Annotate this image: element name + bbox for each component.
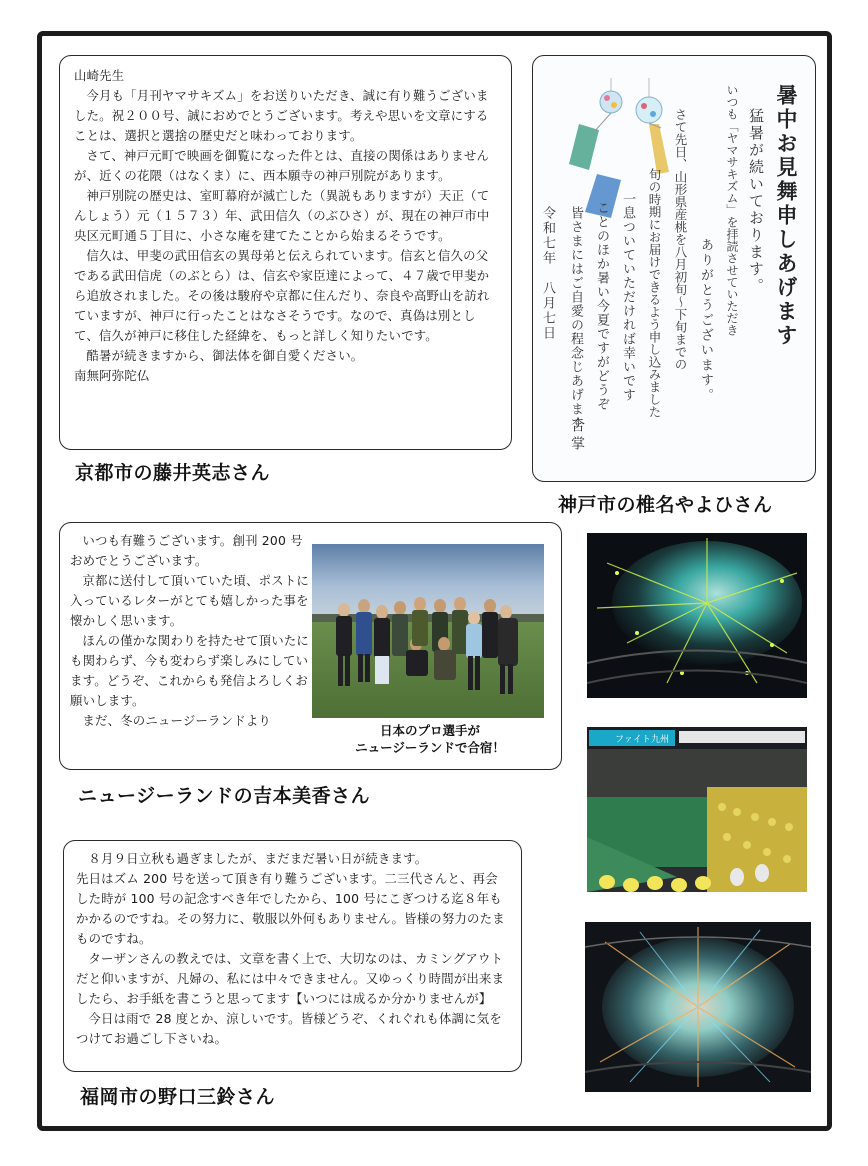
- paragraph: 京都に送付して頂いていた頃、ポストに入っているレターがとても嬉しかった事を懐かしく思います。: [70, 573, 310, 628]
- caption-line: 日本のプロ選手が: [379, 723, 480, 738]
- card-title: 暑中お見舞申しあげます: [774, 84, 799, 348]
- closing: 南無阿弥陀仏: [74, 368, 150, 383]
- paragraph: 先日はズム 200 号を送って頂き有り難うございます。二三代さんと、再会した時が 100 号の記念すべき年でしたから、100 号にこぎつける迄８年もかかるのですね。その努力に、敬服以外何もありません。皆様の努力のたまものですね。: [76, 871, 505, 946]
- card-line: ありがとうございます。: [698, 238, 713, 403]
- paragraph: 信久は、甲斐の武田信玄の異母弟と伝えられています。信玄と信久の父である武田信虎（のぶとら）は、信玄や家臣達によって、４７歳で甲斐から追放されました。その後は駿府や京都に住んだり、奈良や高野山を訪れていますが、神戸に行ったことはなさそうです。なので、真偽は別として、信久が神戸に移住した経緯を、もっと詳しく知りたいです。: [74, 248, 490, 343]
- baseball-stadium-photo: [587, 727, 807, 892]
- sender-kobe: 神戸市の椎名やよひさん: [558, 494, 773, 516]
- paragraph: ほんの僅かな関わりを持たせて頂いたにも関わらず、今も変わらず楽しみにしています。どうぞ、これからも発信よろしくお願いします。: [70, 633, 310, 708]
- dome-fireworks-photo: [587, 533, 807, 698]
- dome-fireworks-photo-2: [585, 922, 811, 1092]
- paragraph: ８月９日立秋も過ぎましたが、まだまだ暑い日が続きます。: [88, 851, 428, 866]
- card-date: 令和七年 八月七日: [540, 206, 555, 341]
- card-line: 猛暑が続いております。: [747, 108, 765, 295]
- photo-caption: [330, 722, 530, 756]
- sender-nz: ニュージーランドの吉本美香さん: [78, 785, 371, 807]
- paragraph: いつも有難うございます。創刊 200 号おめでとうございます。: [70, 533, 303, 568]
- paragraph: ターザンさんの教えでは、文章を書く上で、大切なのは、カミングアウトだと仰いますが、凡婦の、私には中々できません。又ゆっくり時間が出来ましたら、お手紙を書こうと思ってます【いつには成るか分かりませんが】: [76, 951, 505, 1006]
- card-line: 一息ついていただければ幸いです: [620, 192, 635, 402]
- salutation: 山崎先生: [74, 68, 125, 83]
- card-line: さて先日、山形県産桃を八月初旬～下旬までの: [673, 108, 688, 371]
- paragraph: まだ、冬のニュージーランドより: [82, 713, 272, 728]
- paragraph: 神戸別院の歴史は、室町幕府が滅亡した（異説もありますが）天正（てんしょう）元（１５７３）年、武田信久（のぶひさ）が、現在の神戸市中央区元町通５丁目に、小さな庵を建てたことから始まるそうです。: [74, 188, 490, 243]
- card-closing: 合掌: [569, 418, 585, 454]
- stadium-banner-text: ファイト九州: [615, 735, 669, 745]
- letter-kyoto: [59, 55, 512, 450]
- sender-kyoto: 京都市の藤井英志さん: [75, 462, 271, 484]
- rugby-team-photo: [312, 544, 544, 718]
- paragraph: 酷暑が続きますから、御法体を御自愛ください。: [86, 348, 364, 363]
- caption-line: ニュージーランドで合宿！: [355, 740, 505, 755]
- paragraph: さて、神戸元町で映画を御覧になった件とは、直接の関係はありませんが、近くの花隈（はなくま）に、西本願寺の神戸別院があります。: [74, 148, 490, 183]
- paragraph: 今日は雨で 28 度とか、涼しいです。皆様どうぞ、くれぐれも体調に気をつけてお過ごし下さいね。: [76, 1011, 502, 1046]
- card-line: 皆さまにはご自愛の程念じあげます: [568, 206, 583, 430]
- sender-fukuoka: 福岡市の野口三鈴さん: [80, 1086, 276, 1108]
- card-line: いつも「ヤマサキズム」を拝読させていただき: [725, 84, 739, 336]
- card-line: 旬の時期にお届けできるよう申し込みました: [647, 168, 662, 418]
- letter-fukuoka: [63, 840, 522, 1072]
- card-line: ことのほか暑い今夏ですがどうぞ: [594, 201, 609, 411]
- postcard-kobe: [532, 55, 816, 482]
- paragraph: 今月も「月刊ヤマサキズム」をお送りいただき、誠に有り難うございました。祝２００号、誠におめでとうございます。考えや思いを文章にすることは、選択と選捨の歴史だと味わっております。: [74, 88, 489, 143]
